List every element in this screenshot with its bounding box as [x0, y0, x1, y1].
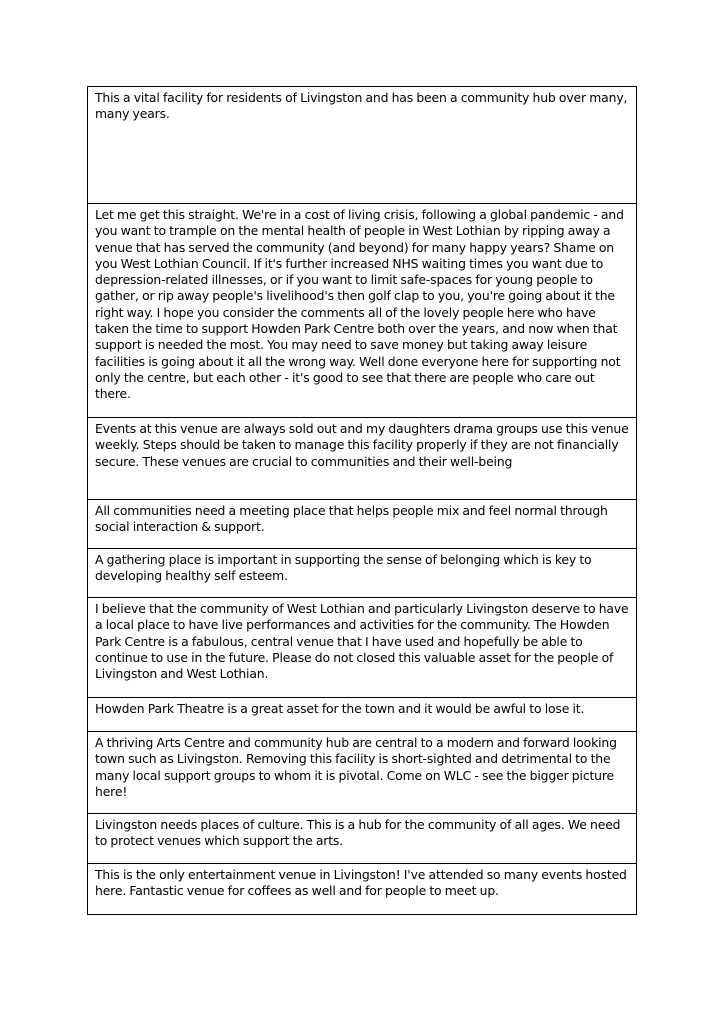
- comments-table: [87, 86, 637, 915]
- table-row: [88, 500, 637, 549]
- comment-text: A gathering place is important in supporting the sense of belonging which is key to developing healthy self esteem.: [95, 552, 592, 584]
- comment-cell: [88, 549, 637, 598]
- comment-cell: [88, 814, 637, 864]
- comment-cell: [88, 418, 637, 500]
- table-row: [88, 864, 637, 915]
- table-row: [88, 698, 637, 732]
- comment-text: Let me get this straight. We're in a cost of living crisis, following a global pandemic - and you want to trample on the mental health of people in West Lothian by ripping away a venue that has served the community (and beyond) for many happy years? Shame on you West Lothian Council. If it's further increased NHS waiting times you want due to depression-related illnesses, or if you want to limit safe-spaces for young people to gather, or rip away people's livelihood's then golf clap to you, you're going about it the right way. I hope you consider the comments all of the lovely people here who have taken the time to support Howden Park Centre both over the years, and now when that support is needed the most. You may need to save money but taking away leisure facilities is going about it all the wrong way. Well done everyone here for supporting not only the centre, but each other - it's good to see that there are people who care out there.: [95, 207, 624, 402]
- comment-cell: [88, 87, 637, 204]
- comment-cell: [88, 500, 637, 549]
- comment-cell: [88, 864, 637, 915]
- comment-text: This a vital facility for residents of Livingston and has been a community hub over many, many years.: [95, 90, 628, 122]
- comment-cell: [88, 698, 637, 732]
- comment-text: I believe that the community of West Lothian and particularly Livingston deserve to have a local place to have live performances and activities for the community. The Howden Park Centre is a fabulous, central venue that I have used and hopefully be able to continue to use in the future. Please do not closed this valuable asset for the people of Livingston and West Lothian.: [95, 601, 629, 682]
- table-row: [88, 732, 637, 814]
- table-row: [88, 418, 637, 500]
- table-row: [88, 204, 637, 418]
- comment-cell: [88, 732, 637, 814]
- comment-text: A thriving Arts Centre and community hub are central to a modern and forward looking town such as Livingston. Removing this facility is short-sighted and detrimental to the many local support groups to whom it is pivotal. Come on WLC - see the bigger picture here!: [95, 735, 617, 799]
- table-row: [88, 549, 637, 598]
- comment-text: Howden Park Theatre is a great asset for the town and it would be awful to lose it.: [95, 701, 585, 716]
- comment-cell: [88, 204, 637, 418]
- comment-text: Events at this venue are always sold out and my daughters drama groups use this venue weekly. Steps should be taken to manage this facility properly if they are not financially secure. These venues are crucial to communities and their well-being: [95, 421, 629, 469]
- table-row: [88, 598, 637, 698]
- comment-text: All communities need a meeting place that helps people mix and feel normal through social interaction & support.: [95, 503, 608, 535]
- comment-cell: [88, 598, 637, 698]
- table-row: [88, 87, 637, 204]
- table-row: [88, 814, 637, 864]
- comment-text: Livingston needs places of culture. This is a hub for the community of all ages. We need to protect venues which support the arts.: [95, 817, 621, 849]
- comment-text: This is the only entertainment venue in Livingston! I've attended so many events hosted here. Fantastic venue for coffees as well and for people to meet up.: [95, 867, 627, 899]
